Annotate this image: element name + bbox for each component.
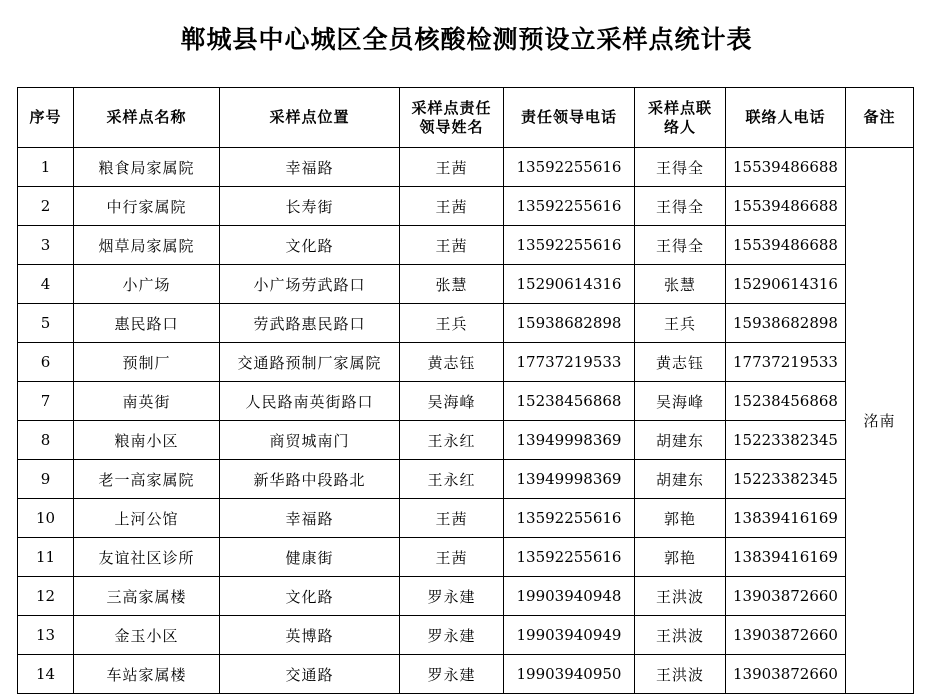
cell-contact: 王得全	[635, 148, 726, 187]
table-row	[18, 304, 914, 343]
cell-location: 人民路南英街路口	[220, 382, 400, 421]
cell-name: 粮食局家属院	[74, 148, 220, 187]
table-body	[18, 148, 914, 694]
cell-contact-phone: 13839416169	[726, 538, 846, 577]
cell-leader: 王茜	[400, 187, 504, 226]
cell-contact-phone: 15223382345	[726, 460, 846, 499]
cell-seq: 10	[18, 499, 74, 538]
cell-leader-phone: 13592255616	[504, 226, 635, 265]
cell-seq: 2	[18, 187, 74, 226]
cell-contact-phone: 13839416169	[726, 499, 846, 538]
table-row	[18, 499, 914, 538]
table-row	[18, 421, 914, 460]
cell-location: 英博路	[220, 616, 400, 655]
cell-name: 三高家属楼	[74, 577, 220, 616]
cell-seq: 7	[18, 382, 74, 421]
cell-contact-phone: 15238456868	[726, 382, 846, 421]
cell-seq: 12	[18, 577, 74, 616]
cell-contact: 王得全	[635, 226, 726, 265]
table-row	[18, 616, 914, 655]
cell-name: 南英街	[74, 382, 220, 421]
cell-contact-phone: 15290614316	[726, 265, 846, 304]
header-contact: 采样点联络人	[635, 88, 726, 148]
cell-contact-phone: 13903872660	[726, 655, 846, 694]
cell-location: 商贸城南门	[220, 421, 400, 460]
cell-contact: 胡建东	[635, 421, 726, 460]
cell-leader-phone: 15238456868	[504, 382, 635, 421]
cell-leader: 王兵	[400, 304, 504, 343]
cell-leader-phone: 15938682898	[504, 304, 635, 343]
table-row	[18, 187, 914, 226]
cell-leader-phone: 13592255616	[504, 148, 635, 187]
cell-leader-phone: 13592255616	[504, 187, 635, 226]
cell-seq: 14	[18, 655, 74, 694]
cell-location: 健康街	[220, 538, 400, 577]
cell-location: 劳武路惠民路口	[220, 304, 400, 343]
cell-name: 老一高家属院	[74, 460, 220, 499]
cell-leader-phone: 13949998369	[504, 460, 635, 499]
cell-leader-phone: 17737219533	[504, 343, 635, 382]
header-location: 采样点位置	[220, 88, 400, 148]
header-row	[18, 88, 914, 148]
cell-contact-phone: 15223382345	[726, 421, 846, 460]
cell-contact-phone: 15539486688	[726, 148, 846, 187]
table-row	[18, 226, 914, 265]
cell-seq: 1	[18, 148, 74, 187]
cell-contact-phone: 15539486688	[726, 226, 846, 265]
cell-name: 友谊社区诊所	[74, 538, 220, 577]
table-row	[18, 655, 914, 694]
cell-leader: 吴海峰	[400, 382, 504, 421]
cell-contact: 王洪波	[635, 616, 726, 655]
cell-contact: 王得全	[635, 187, 726, 226]
cell-location: 交通路	[220, 655, 400, 694]
cell-contact-phone: 13903872660	[726, 616, 846, 655]
cell-name: 车站家属楼	[74, 655, 220, 694]
cell-contact-phone: 15938682898	[726, 304, 846, 343]
table-row	[18, 538, 914, 577]
header-remark: 备注	[846, 88, 914, 148]
cell-seq: 8	[18, 421, 74, 460]
cell-leader: 张慧	[400, 265, 504, 304]
header-seq: 序号	[18, 88, 74, 148]
cell-name: 惠民路口	[74, 304, 220, 343]
cell-name: 金玉小区	[74, 616, 220, 655]
cell-leader-phone: 15290614316	[504, 265, 635, 304]
cell-contact: 郭艳	[635, 499, 726, 538]
cell-contact: 吴海峰	[635, 382, 726, 421]
cell-seq: 6	[18, 343, 74, 382]
cell-contact: 张慧	[635, 265, 726, 304]
cell-location: 文化路	[220, 577, 400, 616]
cell-seq: 9	[18, 460, 74, 499]
cell-contact: 郭艳	[635, 538, 726, 577]
cell-leader: 黄志钰	[400, 343, 504, 382]
cell-name: 中行家属院	[74, 187, 220, 226]
cell-remark: 洺南	[846, 148, 914, 694]
cell-location: 幸福路	[220, 499, 400, 538]
cell-leader-phone: 13592255616	[504, 499, 635, 538]
cell-location: 交通路预制厂家属院	[220, 343, 400, 382]
cell-leader: 罗永建	[400, 577, 504, 616]
cell-leader: 王永红	[400, 460, 504, 499]
table-row	[18, 343, 914, 382]
cell-leader: 王茜	[400, 148, 504, 187]
page-title: 郸城县中心城区全员核酸检测预设立采样点统计表	[180, 25, 753, 54]
cell-leader-phone: 13949998369	[504, 421, 635, 460]
header-contact-phone: 联络人电话	[726, 88, 846, 148]
cell-location: 幸福路	[220, 148, 400, 187]
cell-seq: 4	[18, 265, 74, 304]
cell-seq: 11	[18, 538, 74, 577]
cell-leader: 罗永建	[400, 616, 504, 655]
cell-location: 长寿街	[220, 187, 400, 226]
cell-name: 预制厂	[74, 343, 220, 382]
cell-location: 新华路中段路北	[220, 460, 400, 499]
cell-contact-phone: 13903872660	[726, 577, 846, 616]
table-row	[18, 577, 914, 616]
cell-contact: 王洪波	[635, 577, 726, 616]
table-row	[18, 382, 914, 421]
cell-contact: 王洪波	[635, 655, 726, 694]
cell-leader: 罗永建	[400, 655, 504, 694]
cell-location: 小广场劳武路口	[220, 265, 400, 304]
cell-leader-phone: 19903940949	[504, 616, 635, 655]
table-row	[18, 148, 914, 187]
cell-name: 上河公馆	[74, 499, 220, 538]
cell-leader: 王茜	[400, 226, 504, 265]
cell-leader: 王茜	[400, 499, 504, 538]
cell-seq: 5	[18, 304, 74, 343]
cell-name: 粮南小区	[74, 421, 220, 460]
cell-seq: 13	[18, 616, 74, 655]
cell-leader-phone: 19903940950	[504, 655, 635, 694]
header-leader: 采样点责任领导姓名	[400, 88, 504, 148]
cell-contact-phone: 15539486688	[726, 187, 846, 226]
cell-leader: 王茜	[400, 538, 504, 577]
cell-contact-phone: 17737219533	[726, 343, 846, 382]
cell-seq: 3	[18, 226, 74, 265]
cell-leader: 王永红	[400, 421, 504, 460]
cell-name: 小广场	[74, 265, 220, 304]
cell-contact: 胡建东	[635, 460, 726, 499]
table-row	[18, 265, 914, 304]
header-leader-phone: 责任领导电话	[504, 88, 635, 148]
cell-leader-phone: 19903940948	[504, 577, 635, 616]
cell-location: 文化路	[220, 226, 400, 265]
table-row	[18, 460, 914, 499]
cell-contact: 王兵	[635, 304, 726, 343]
cell-leader-phone: 13592255616	[504, 538, 635, 577]
cell-name: 烟草局家属院	[74, 226, 220, 265]
cell-contact: 黄志钰	[635, 343, 726, 382]
sampling-points-table	[17, 87, 914, 694]
header-name: 采样点名称	[74, 88, 220, 148]
